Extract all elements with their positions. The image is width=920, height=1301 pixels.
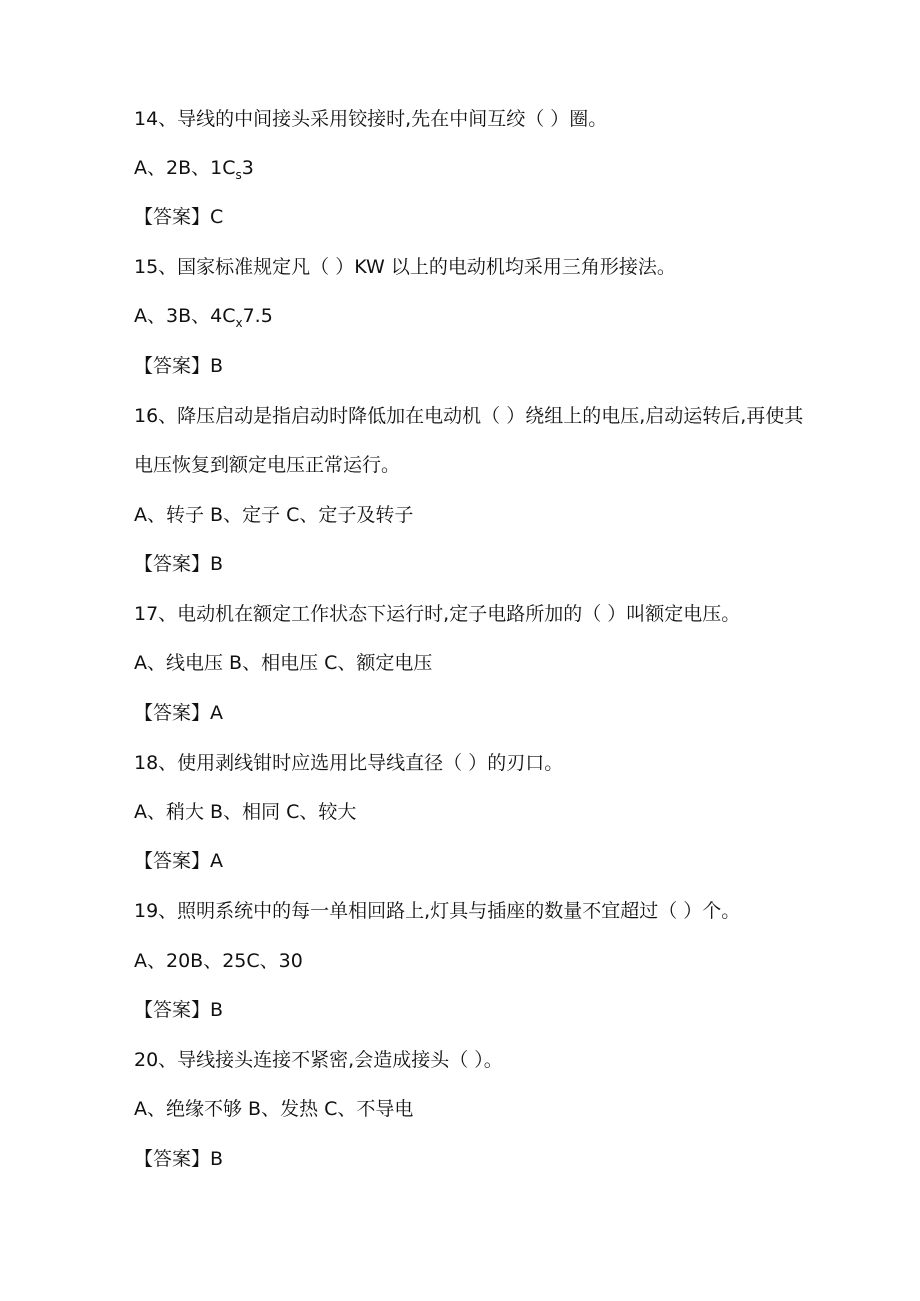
question-17-stem: 17、电动机在额定工作状态下运行时,定子电路所加的（ ）叫额定电压。 bbox=[134, 603, 741, 625]
question-14-options-tail: 3 bbox=[241, 157, 254, 179]
question-16-options: A、转子 B、定子 C、定子及转子 bbox=[134, 504, 414, 526]
question-14-options-subscript: s bbox=[235, 168, 242, 182]
question-16-stem-line2: 电压恢复到额定电压正常运行。 bbox=[134, 454, 401, 476]
question-19-answer: 【答案】B bbox=[134, 999, 224, 1021]
question-16-answer: 【答案】B bbox=[134, 553, 224, 575]
question-17-answer: 【答案】A bbox=[134, 702, 223, 724]
question-14-stem: 14、导线的中间接头采用铰接时,先在中间互绞（ ）圈。 bbox=[134, 108, 608, 130]
question-14-options-main: A、2B、1C bbox=[134, 157, 236, 179]
question-15-answer: 【答案】B bbox=[134, 355, 224, 377]
question-17-options: A、线电压 B、相电压 C、额定电压 bbox=[134, 652, 433, 674]
question-14-answer: 【答案】C bbox=[134, 206, 224, 228]
question-16-stem-line1: 16、降压启动是指启动时降低加在电动机（ ）绕组上的电压,启动运转后,再使其 bbox=[134, 405, 804, 427]
question-15-options-tail: 7.5 bbox=[242, 305, 273, 327]
question-20-options: A、绝缘不够 B、发热 C、不导电 bbox=[134, 1098, 414, 1120]
question-15-options bbox=[134, 304, 273, 328]
question-15-options-subscript: x bbox=[235, 316, 243, 330]
question-15-options-main: A、3B、4C bbox=[134, 305, 236, 327]
question-20-answer: 【答案】B bbox=[134, 1148, 224, 1170]
question-20-stem: 20、导线接头连接不紧密,会造成接头（ ）。 bbox=[134, 1049, 503, 1071]
question-18-stem: 18、使用剥线钳时应选用比导线直径（ ）的刃口。 bbox=[134, 752, 564, 774]
question-19-options: A、20B、25C、30 bbox=[134, 950, 303, 972]
question-18-answer: 【答案】A bbox=[134, 850, 223, 872]
question-19-stem: 19、照明系统中的每一单相回路上,灯具与插座的数量不宜超过（ ）个。 bbox=[134, 900, 741, 922]
question-14-options bbox=[134, 156, 254, 180]
question-18-options: A、稍大 B、相同 C、较大 bbox=[134, 801, 357, 823]
question-15-stem: 15、国家标准规定凡（ ）KW 以上的电动机均采用三角形接法。 bbox=[134, 256, 676, 278]
